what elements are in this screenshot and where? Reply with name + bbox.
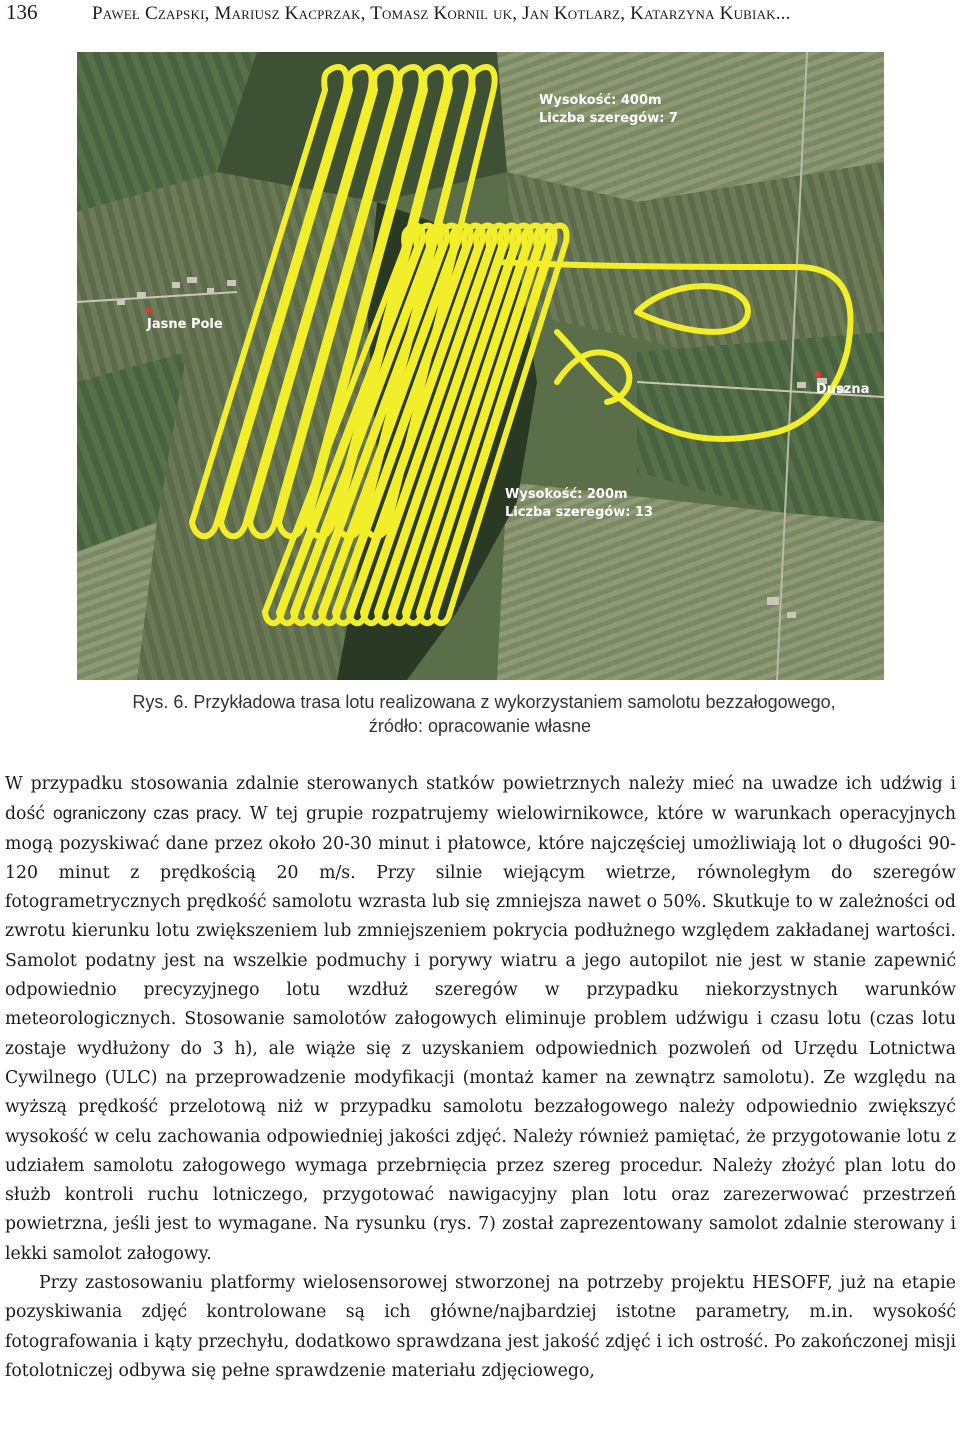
paragraph-2: Przy zastosowaniu platformy wielosensorowej stworzonej na potrzeby projektu HESOFF, już na etapie pozyskiwania zdjęć kontrolowane są ich główne/najbardziej istotne parametry, m.in. wysokość fotografowania i kąty przechyłu, dodatkowo sprawdzana jest jakość zdjęć i ich ostrość. Po zakończonej misji fotolotniczej odbywa się pełne sprawdzenie materiału zdjęciowego, (5, 1273, 956, 1381)
high-altitude-height: Wysokość: 400m (539, 93, 662, 108)
figure-caption (0, 690, 960, 738)
running-authors: Paweł Czapski, Mariusz Kacprzak, Tomasz Kornil uk, Jan Kotlarz, Katarzyna Kubiak... (92, 3, 791, 24)
place-name-duszna: Duszna (816, 382, 870, 397)
aerial-map (77, 52, 884, 680)
place-pin-icon (815, 371, 821, 377)
high-altitude-strips: Liczba szeregów: 7 (539, 111, 678, 126)
body-text (5, 770, 956, 1386)
caption-line-1: Rys. 6. Przykładowa trasa lotu realizowana z wykorzystaniem samolotu bezzałogowego, (132, 692, 836, 712)
place-name-jasne-pole: Jasne Pole (147, 317, 223, 332)
paragraph-1-part-a: W przypadku stosowania zdalnie sterowanych statków powietrznych należy mieć na uwadze ich udźwig i dość (5, 774, 956, 825)
paragraph-1 (5, 770, 956, 1269)
caption-line-2: źródło: opracowanie własne (368, 716, 592, 736)
page-number: 136 (6, 0, 38, 24)
place-pin-icon (146, 307, 152, 313)
paragraph-1-part-b: ograniczony czas pracy. (52, 803, 242, 824)
paragraph-1-part-c: W tej grupie rozpatrujemy wielowirnikowce, które w warunkach operacyjnych mogą pozyskiwać dane przez około 20-30 minut i płatowce, które najczęściej umożliwiają lot o długości 90-120 minut z prędkością 20 m/s. Przy silnie wiejącym wietrze, równoległym do szeregów fotogrametrycznych prędkość samolotu wzrasta lub się zmniejsza nawet o 50%. Skutkuje to w zależności od zwrotu kierunku lotu zwiększeniem lub zmniejszeniem pokrycia podłużnego względem zakładanej wartości. Samolot podatny jest na wszelkie podmuchy i porywy wiatru a jego autopilot nie jest w stanie zapewnić odpowiednio precyzyjnego lotu wzdłuż szeregów w przypadku niekorzystnych warunków meteorologicznych. Stosowanie samolotów załogowych eliminuje problem udźwigu i czasu lotu (czas lotu zostaje wydłużony do 3 h), ale wiąże się z uzyskaniem odpowiednich pozwoleń od Urzędu Lotnictwa Cywilnego (ULC) na przeprowadzenie modyfikacji (montaż kamer na zewnątrz samolotu). Ze względu na wyższą prędkość przelotową niż w przypadku samolotu bezzałogowego należy odpowiednio zwiększyć wysokość w celu zachowania odpowiedniej jakości zdjęć. Należy również pamiętać, że przygotowanie lotu z udziałem samolotu załogowego wymaga przebrnięcia przez szereg procedur. Należy złożyć plan lotu do służb kontroli ruchu lotniczego, przygotować nawigacyjny plan lotu oraz zarezerwować przestrzeń powietrzna, jeśli jest to wymagane. Na rysunku (rys. 7) został zaprezentowany samolot zdalnie sterowany i lekki samolot załogowy. (5, 804, 956, 1264)
running-header (6, 0, 956, 28)
low-altitude-strips: Liczba szeregów: 13 (505, 505, 654, 520)
low-altitude-height: Wysokość: 200m (505, 487, 628, 502)
flight-path-figure (77, 52, 884, 680)
